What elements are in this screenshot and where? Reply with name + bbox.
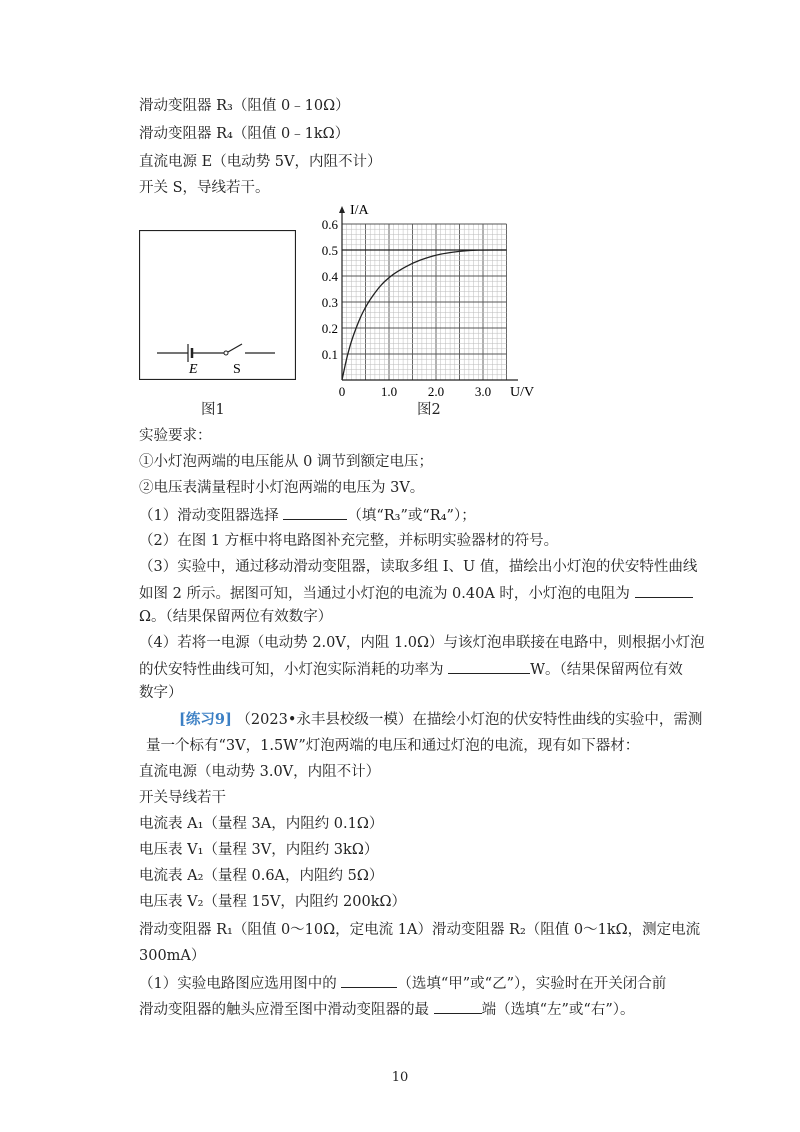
material-switch: 开关 S，导线若干。: [139, 180, 270, 196]
answer-blank-1[interactable]: [283, 505, 347, 520]
requirement-1: ①小灯泡两端的电压能从 0 调节到额定电压；: [139, 454, 433, 470]
question-4-line-1: （4）若将一电源（电动势 2.0V，内阻 1.0Ω）与该灯泡串联接在电路中，则根据小灯泡: [139, 635, 705, 651]
material-v2: 电压表 V₂（量程 15V，内阻约 200kΩ）: [139, 894, 407, 910]
circuit-box: [140, 231, 296, 380]
material-rheostats-cont: 300mA）: [139, 948, 206, 964]
figure-1-circuit: [139, 230, 296, 380]
question-1: （1）滑动变阻器选择 （填“R₃”或“R₄”）；: [139, 505, 476, 526]
y-tick-label: 0.5: [321, 243, 338, 258]
x-tick-label: 3.0: [474, 384, 492, 399]
answer-blank-end[interactable]: [434, 999, 482, 1014]
material-r4: 滑动变阻器 R₄（阻值 0﹣1kΩ）: [139, 126, 350, 142]
question-4-line-2: 的伏安特性曲线可知，小灯泡实际消耗的功率为 W。（结果保留两位有效: [139, 659, 683, 680]
question-2: （2）在图 1 方框中将电路图补充完整，并标明实验器材的符号。: [139, 533, 559, 549]
figure-1-caption: 图1: [201, 402, 225, 418]
y-tick-label: 0.6: [321, 217, 338, 232]
requirements-heading: 实验要求：: [139, 428, 212, 444]
chart-grid: [342, 224, 507, 380]
answer-blank-circuit[interactable]: [341, 973, 397, 988]
question-4-line-3: 数字）: [139, 685, 183, 701]
page-number: 10: [391, 1070, 409, 1085]
material-dc-source: 直流电源（电动势 3.0V，内阻不计）: [139, 764, 381, 780]
y-tick-label: 0.2: [321, 321, 338, 336]
material-a1: 电流表 A₁（量程 3A，内阻约 0.1Ω）: [139, 816, 384, 832]
question-3-line-2: 如图 2 所示。据图可知，当通过小灯泡的电流为 0.40A 时，小灯泡的电阻为: [139, 583, 693, 604]
switch-contact: [224, 351, 228, 355]
x-tick-label: 1.0: [380, 384, 398, 399]
material-power: 直流电源 E（电动势 5V，内阻不计）: [139, 154, 382, 170]
y-axis-label: I/A: [350, 203, 369, 218]
figure-2-caption: 图2: [417, 402, 441, 418]
answer-blank-4[interactable]: [448, 659, 530, 674]
x-tick-label: 0: [338, 384, 346, 399]
figure-2-chart: [310, 198, 540, 403]
material-switch-wires: 开关导线若干: [139, 790, 226, 806]
question-3-line-1: （3）实验中，通过移动滑动变阻器，读取多组 I、U 值，描绘出小灯泡的伏安特性曲线: [139, 559, 698, 575]
iv-curve: [342, 250, 507, 380]
y-tick-label: 0.3: [321, 295, 338, 310]
requirement-2: ②电压表满量程时小灯泡两端的电压为 3V。: [139, 480, 425, 496]
label-e: E: [189, 362, 198, 377]
material-r3: 滑动变阻器 R₃（阻值 0﹣10Ω）: [139, 98, 350, 114]
y-axis-arrow: [339, 206, 345, 213]
question-3-line-3: Ω。（结果保留两位有效数字）: [139, 609, 333, 625]
exercise-tag: [练习9]: [179, 711, 232, 728]
exercise-q1-line-1: （1）实验电路图应选用图中的 （选填“甲”或“乙”），实验时在开关闭合前: [139, 973, 666, 994]
material-rheostats: 滑动变阻器 R₁（阻值 0～10Ω，定电流 1A）滑动变阻器 R₂（阻值 0～1kΩ，测定电流: [139, 922, 701, 938]
material-v1: 电压表 V₁（量程 3V，内阻约 3kΩ）: [139, 842, 379, 858]
x-tick-label: 2.0: [427, 384, 445, 399]
exercise-q1-line-2: 滑动变阻器的触头应滑至图中滑动变阻器的最 端（选填“左”或“右”）。: [139, 999, 635, 1020]
x-axis-label: U/V: [510, 385, 535, 400]
exercise-9-line-1: [练习9] （2023•永丰县校级一模）在描绘小灯泡的伏安特性曲线的实验中，需测: [179, 711, 703, 728]
switch-blade: [228, 344, 242, 352]
y-tick-label: 0.4: [321, 269, 338, 284]
material-a2: 电流表 A₂（量程 0.6A，内阻约 5Ω）: [139, 868, 384, 884]
label-s: S: [233, 362, 241, 377]
exercise-9-line-2: 量一个标有“3V，1.5W”灯泡两端的电压和通过灯泡的电流，现有如下器材：: [146, 738, 640, 754]
answer-blank-3[interactable]: [635, 583, 693, 598]
y-tick-label: 0.1: [321, 347, 338, 362]
